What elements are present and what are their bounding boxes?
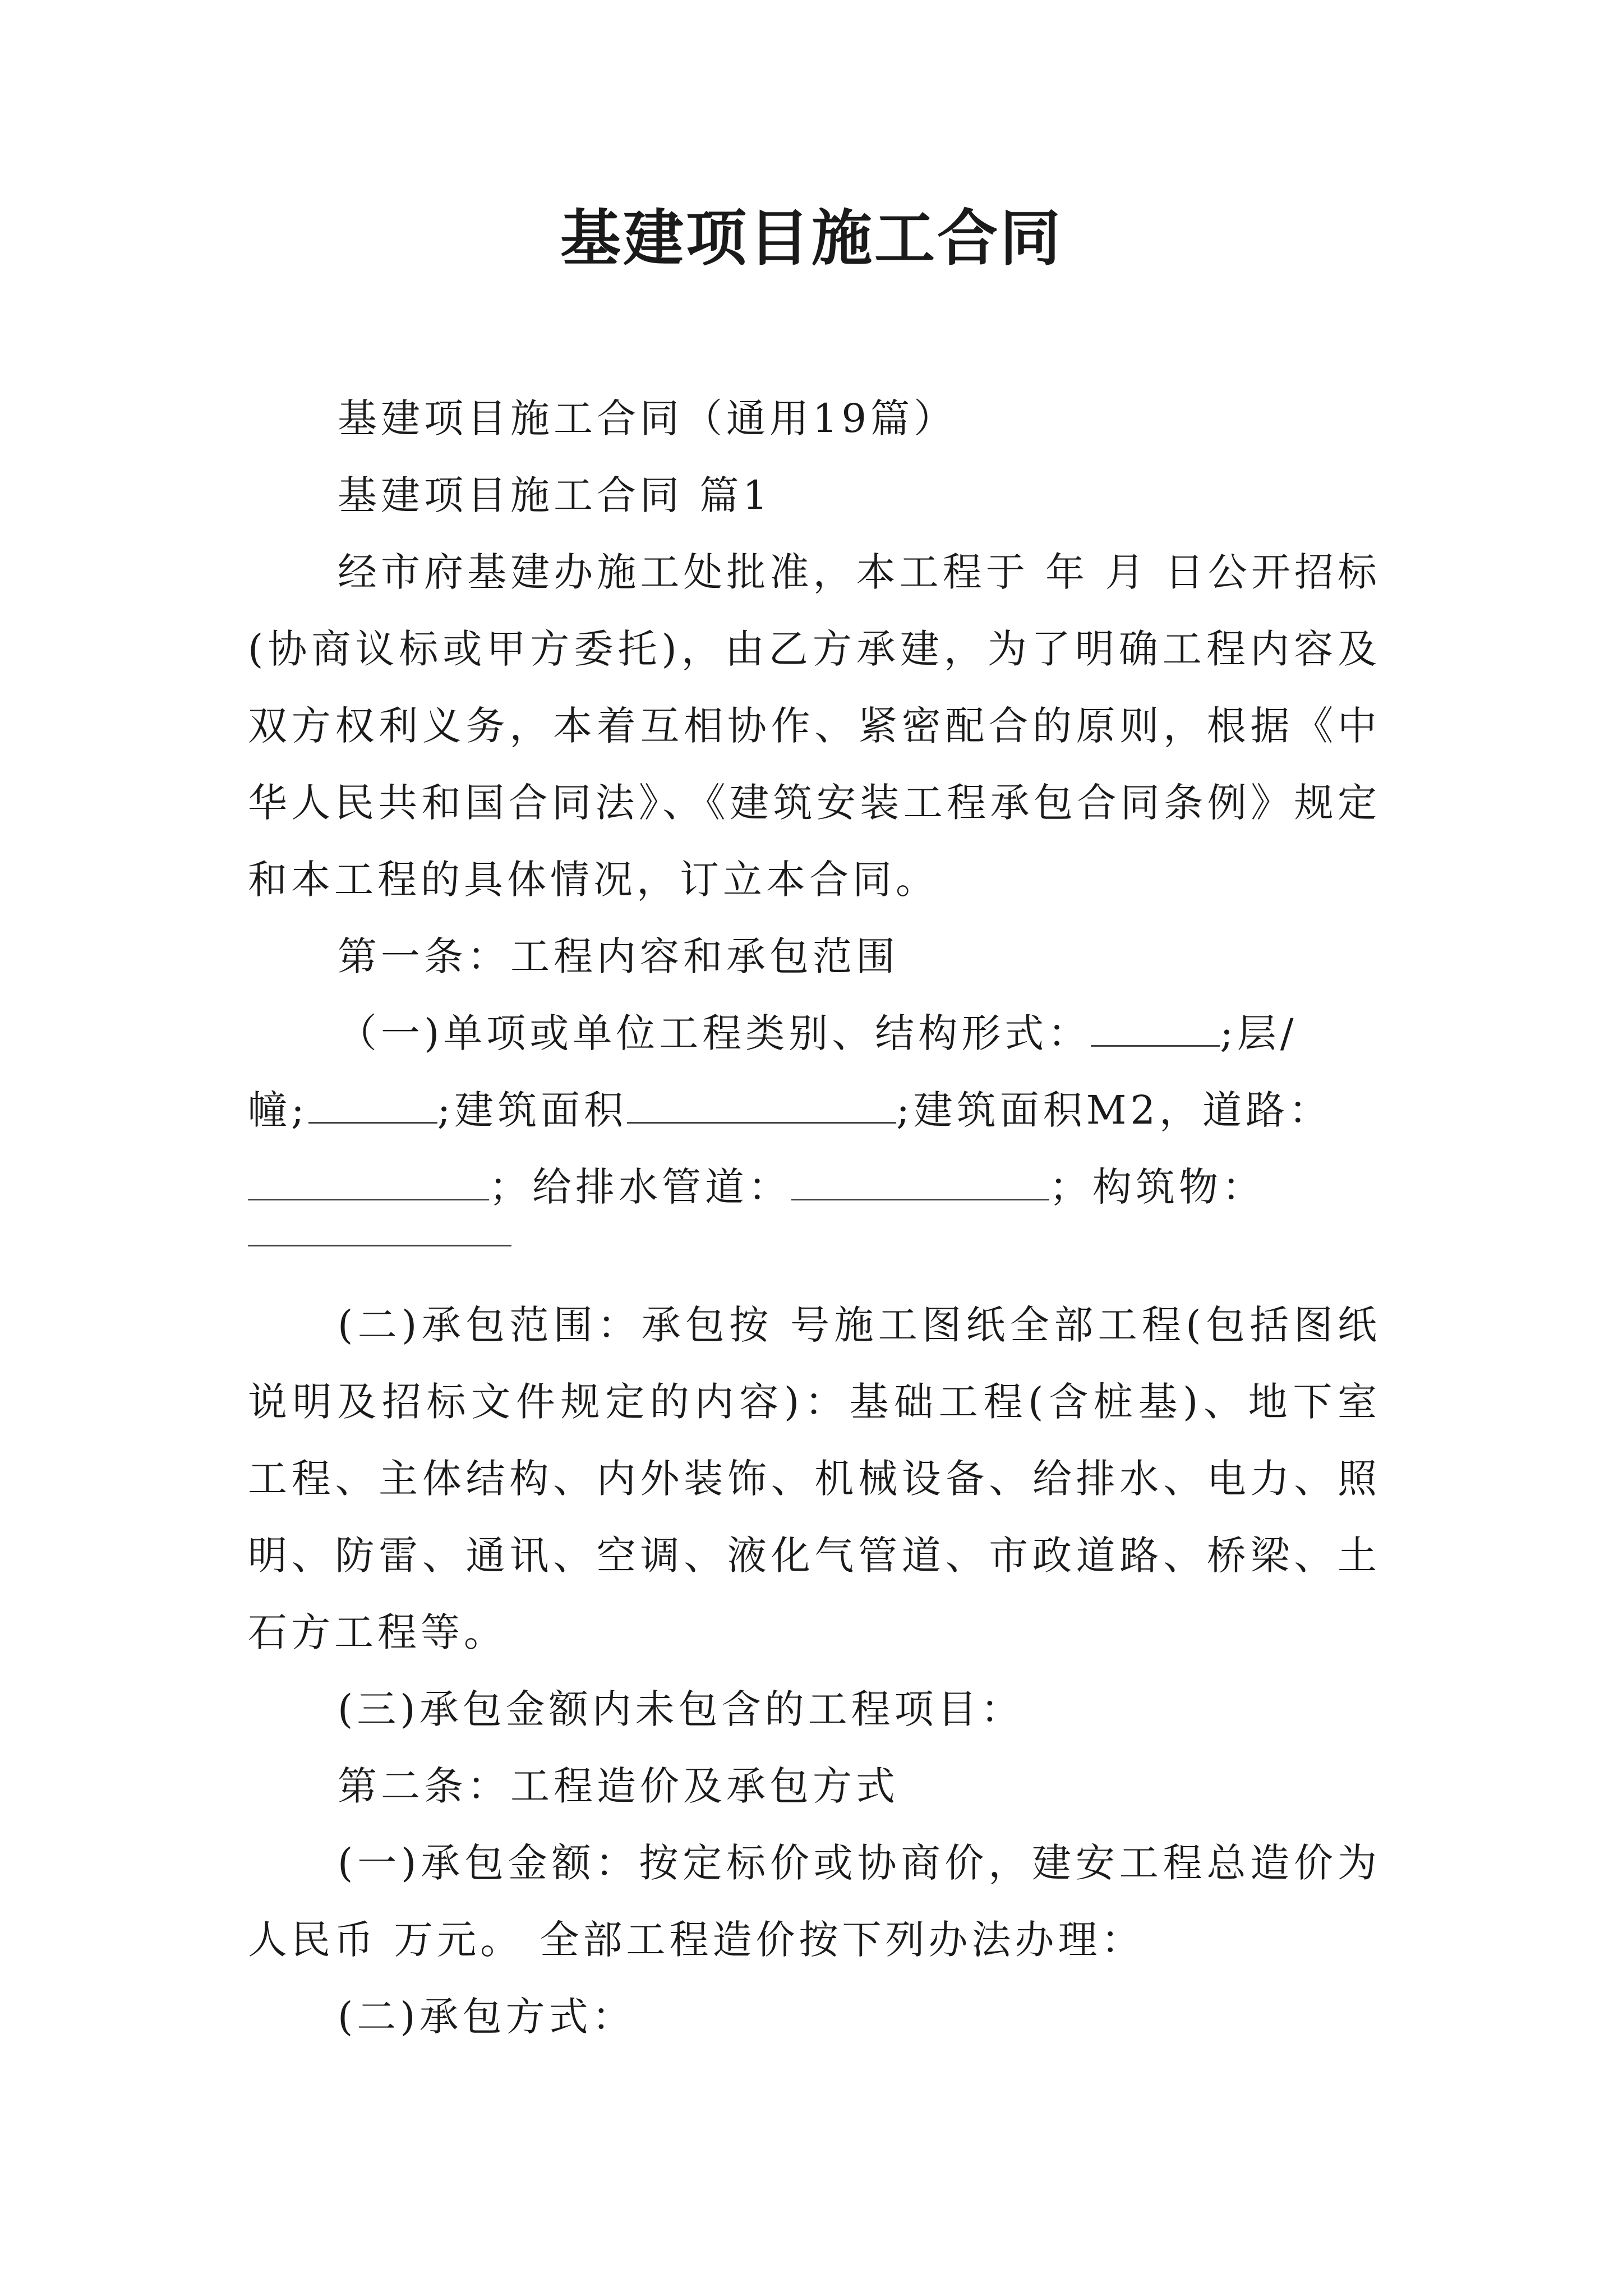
article-2-item-2: (二)承包方式： bbox=[338, 1994, 635, 2040]
article-2-heading: 第二条：工程造价及承包方式 bbox=[338, 1763, 899, 1809]
blank-area bbox=[627, 1088, 896, 1124]
article-1-item-3: (三)承包金额内未包含的工程项目： bbox=[338, 1686, 1024, 1732]
blank-drainage bbox=[791, 1165, 1049, 1200]
item1-text-c: 幢; bbox=[248, 1087, 308, 1133]
article-1-item-1 bbox=[248, 995, 1381, 1226]
blank-road bbox=[248, 1165, 489, 1200]
document-body bbox=[248, 380, 1381, 2055]
article-1-heading: 第一条：工程内容和承包范围 bbox=[338, 933, 899, 979]
blank-structures bbox=[248, 1226, 511, 1246]
document-title: 基建项目施工合同 bbox=[560, 203, 1063, 274]
blank-structure bbox=[1091, 1011, 1220, 1047]
document-subtitle: 基建项目施工合同（通用19篇） bbox=[338, 395, 957, 441]
item1-text-d: ;建筑面积 bbox=[437, 1087, 628, 1133]
item1-text-a: （一)单项或单位工程类别、结构形式： bbox=[338, 1010, 1091, 1056]
intro-paragraph: 经市府基建办施工处批准，本工程于 年 月 日公开招标(协商议标或甲方委托)，由乙方承建，为了明确工程内容及双方权利义务，本着互相协作、紧密配合的原则，根据《中华人民共和国合同法》、《建筑安装工程承包合同条例》规定和本工程的具体情况，订立本合同。 bbox=[248, 549, 1381, 903]
section-heading: 基建项目施工合同 篇1 bbox=[338, 472, 772, 518]
item1-text-g: ；构筑物： bbox=[1049, 1164, 1265, 1210]
item1-text-f: ；给排水管道： bbox=[489, 1164, 791, 1210]
article-1-item-2: (二)承包范围：承包按 号施工图纸全部工程(包括图纸说明及招标文件规定的内容)：基础工程(含桩基)、地下室工程、主体结构、内外装饰、机械设备、给排水、电力、照明、防雷、通讯、空调、液化气管道、市政道路、桥梁、土石方工程等。 bbox=[248, 1302, 1381, 1655]
item1-text-e: ;建筑面积M2，道路： bbox=[896, 1087, 1332, 1133]
blank-floors bbox=[308, 1088, 437, 1124]
item1-text-b: ;层/ bbox=[1220, 1010, 1298, 1056]
article-2-item-1: (一)承包金额：按定标价或协商价，建安工程总造价为人民币 万元。 全部工程造价按下列办法办理： bbox=[248, 1840, 1381, 1963]
